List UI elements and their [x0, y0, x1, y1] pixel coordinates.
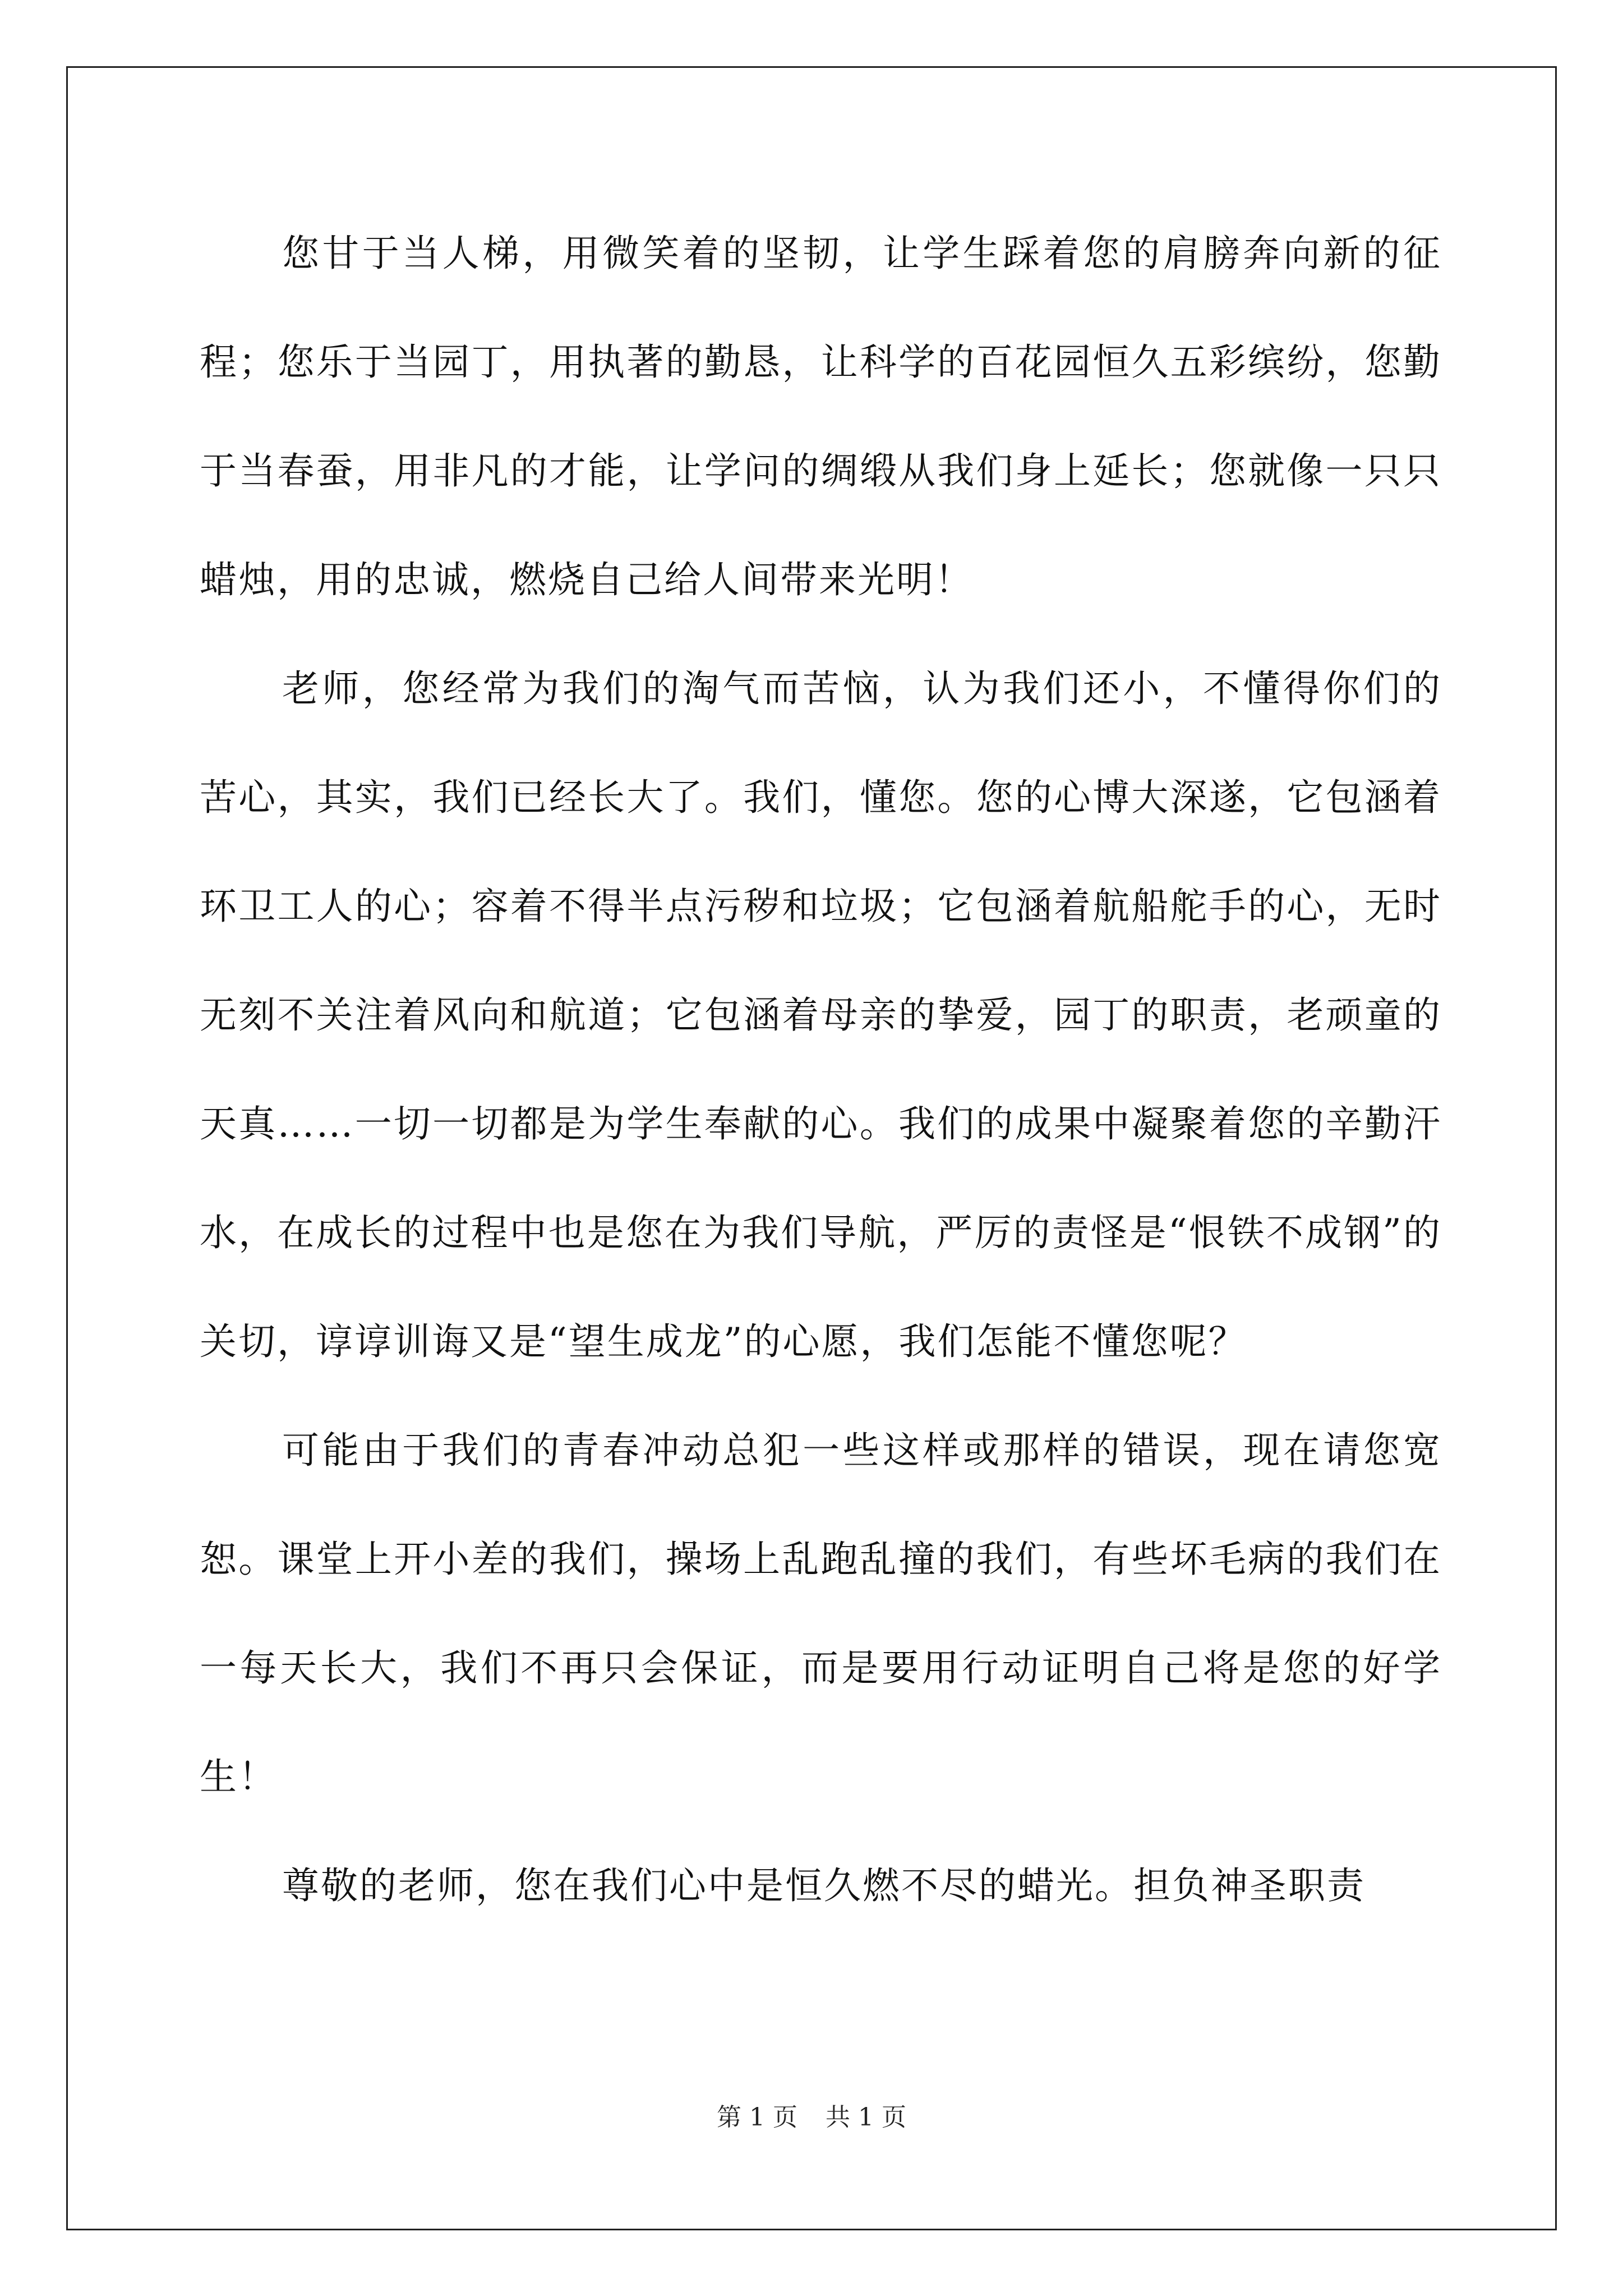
document-body [200, 199, 1442, 1940]
paragraph: 老师，您经常为我们的淘气而苦恼，认为我们还小，不懂得你们的苦心，其实，我们已经长大了。我们，懂您。您的心博大深遂，它包涵着环卫工人的心；容着不得半点污秽和垃圾；它包涵着航船舵手的心，无时无刻不关注着风向和航道；它包涵着母亲的挚爱，园丁的职责，老顽童的天真……一切一切都是为学生奉献的心。我们的成果中凝聚着您的辛勤汗水，在成长的过程中也是您在为我们导航，严厉的责怪是“恨铁不成钢”的关切，谆谆训诲又是“望生成龙”的心愿，我们怎能不懂您呢？ [200, 667, 1442, 1363]
paragraph: 您甘于当人梯，用微笑着的坚韧，让学生踩着您的肩膀奔向新的征程；您乐于当园丁，用执著的勤恳，让科学的百花园恒久五彩缤纷，您勤于当春蚕，用非凡的才能，让学问的绸缎从我们身上延长；您就像一只只蜡烛，用的忠诚，燃烧自己给人间带来光明！ [200, 232, 1442, 601]
page-total: 共 1 页 [826, 2103, 906, 2132]
page-footer [0, 2101, 1623, 2134]
paragraph: 尊敬的老师，您在我们心中是恒久燃不尽的蜡光。担负神圣职责 [282, 1864, 1366, 1907]
page-number: 第 1 页 [717, 2103, 797, 2132]
paragraph: 可能由于我们的青春冲动总犯一些这样或那样的错误，现在请您宽恕。课堂上开小差的我们，操场上乱跑乱撞的我们，有些坏毛病的我们在一每天长大，我们不再只会保证，而是要用行动证明自己将是您的好学生！ [200, 1429, 1442, 1798]
